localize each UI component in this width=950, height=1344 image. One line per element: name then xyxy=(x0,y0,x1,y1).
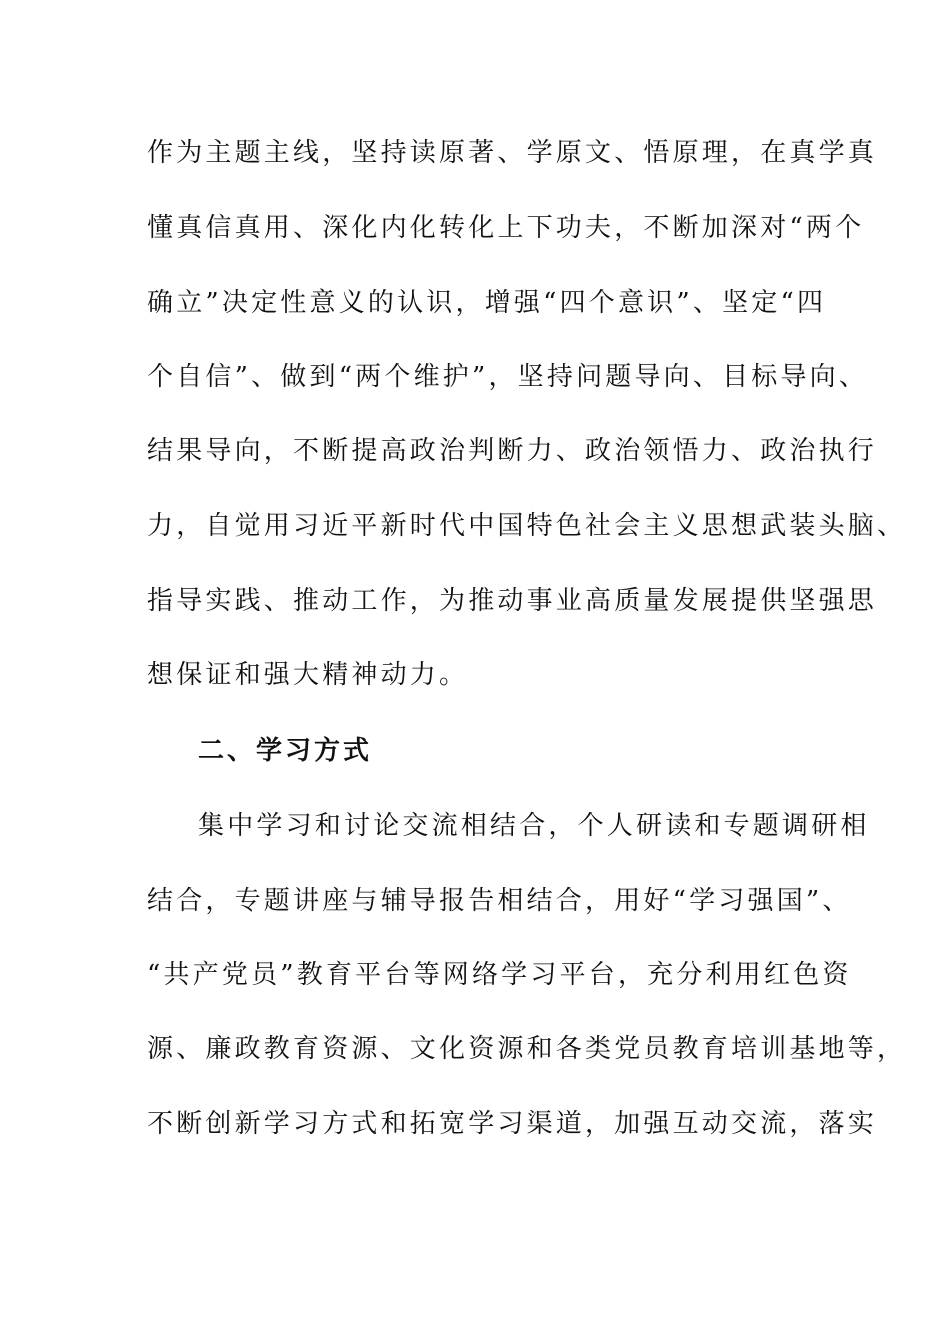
paragraph-line: 不断创新学习方式和拓宽学习渠道，加强互动交流，落实 xyxy=(147,1109,878,1139)
paragraph-line: 源、廉政教育资源、文化资源和各类党员教育培训基地等， xyxy=(147,1034,907,1064)
section-heading: 二、学习方式 xyxy=(198,736,373,766)
paragraph-line: 结果导向，不断提高政治判断力、政治领悟力、政治执行 xyxy=(147,436,878,466)
paragraph-line: 个自信”、做到“两个维护”，坚持问题导向、目标导向、 xyxy=(147,362,869,392)
paragraph-line: 结合，专题讲座与辅导报告相结合，用好“学习强国”、 xyxy=(147,886,852,916)
paragraph-line: 指导实践、推动工作，为推动事业高质量发展提供坚强思 xyxy=(147,586,878,616)
paragraph-line: 想保证和强大精神动力。 xyxy=(147,660,469,690)
paragraph-line: 确立”决定性意义的认识，增强“四个意识”、坚定“四 xyxy=(147,288,827,318)
paragraph-line: “共产党员”教育平台等网络学习平台，充分利用红色资 xyxy=(147,960,852,990)
paragraph-line: 作为主题主线，坚持读原著、学原文、悟原理，在真学真 xyxy=(147,138,878,168)
paragraph-line: 集中学习和讨论交流相结合，个人研读和专题调研相 xyxy=(198,811,870,841)
paragraph-line: 懂真信真用、深化内化转化上下功夫，不断加深对“两个 xyxy=(147,213,865,243)
paragraph-line: 力，自觉用习近平新时代中国特色社会主义思想武装头脑、 xyxy=(147,511,907,541)
